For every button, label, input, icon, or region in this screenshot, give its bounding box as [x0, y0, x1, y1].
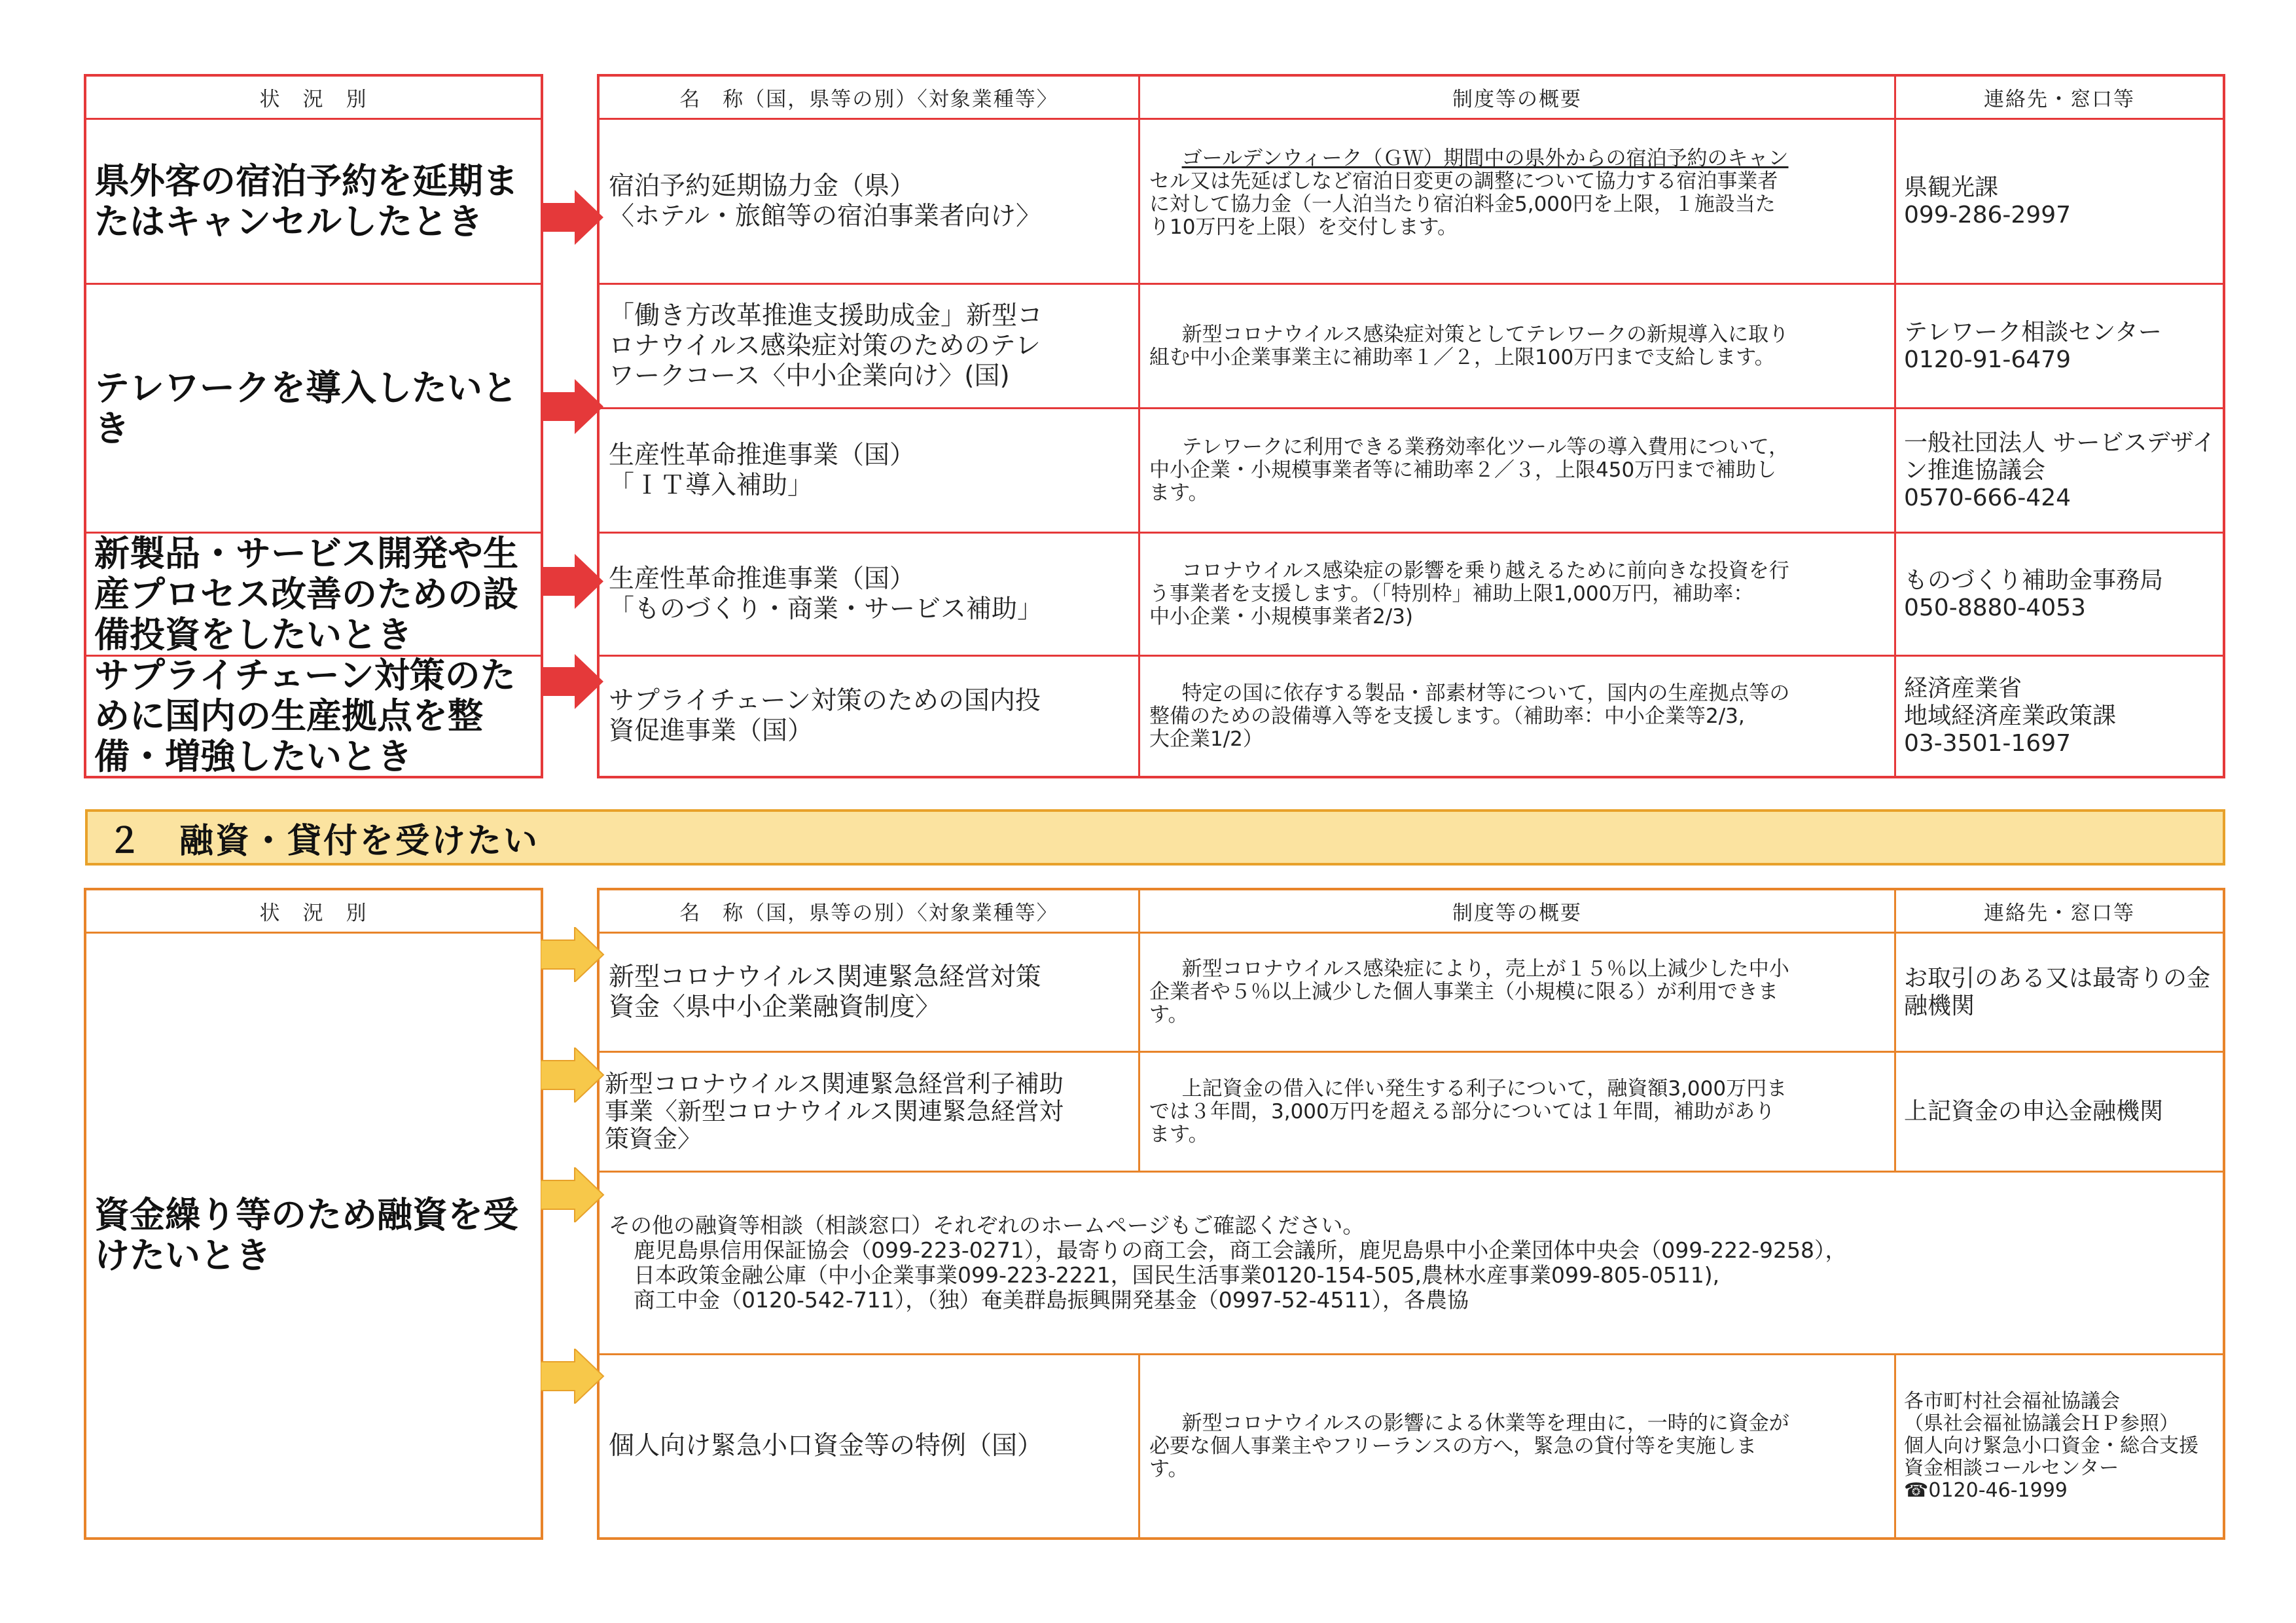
name-header: 名 称（国，県等の別）〈対象業種等〉 — [679, 88, 1058, 111]
program-name: 「働き方改革推進支援助成金」新型コ ロナウイルス感染症対策のためのテレ ワークコース〈中小企業向け〉(国) — [609, 301, 1043, 391]
program-name: 宿泊予約延期協力金（県） 〈ホテル・旅館等の宿泊事業者向け〉 — [609, 171, 1042, 231]
program-name: 生産性革命推進事業（国） 「ＩＴ導入補助」 — [609, 440, 916, 500]
program-name: 生産性革命推進事業（国） 「ものづくり・商業・サービス補助」 — [609, 564, 1043, 624]
overview-header: 制度等の概要 — [1452, 902, 1582, 925]
contact-info: 一般社団法人 サービスデザイ ン推進協議会 0570-666-424 — [1904, 429, 2216, 511]
situation-new-product-investment: 新製品・サービス開発や生 産プロセス改善のための設 備投資をしたいとき — [94, 532, 518, 655]
situation-financing: 資金繰り等のため融資を受 けたいとき — [94, 1194, 518, 1276]
contact-info: テレワーク相談センター 0120-91-6479 — [1904, 318, 2162, 373]
situation-accommodation-cancel: 県外客の宿泊予約を延期ま たはキャンセルしたとき — [94, 160, 518, 242]
arrow-right-icon — [541, 379, 606, 434]
situation-header: 状 況 別 — [259, 88, 368, 111]
program-name: サプライチェーン対策のための国内投 資促進事業（国） — [609, 686, 1041, 746]
contact-info: ものづくり補助金事務局 050-8880-4053 — [1904, 566, 2164, 621]
arrow-right-icon — [541, 1349, 606, 1404]
contact-info: 各市町村社会福祉協議会 （県社会福祉協議会ＨＰ参照） 個人向け緊急小口資金・総合支援 資金相談コールセンター ☎0120-46-1999 — [1904, 1390, 2198, 1502]
arrow-right-icon — [541, 1167, 606, 1222]
program-overview: テレワークに利用できる業務効率化ツール等の導入費用について， 中小企業・小規模事業者等に補助率２／３，上限450万円まで補助し ます。 — [1149, 435, 1789, 505]
name-header: 名 称（国，県等の別）〈対象業種等〉 — [679, 902, 1058, 925]
contact-info: 県観光課 099-286-2997 — [1904, 173, 2072, 228]
arrow-right-icon — [541, 190, 606, 245]
program-overview: 上記資金の借入に伴い発生する利子について，融資額3,000万円ま では３年間，3,000万円を超える部分については１年間，補助があり ます。 — [1149, 1076, 1787, 1146]
program-name: 新型コロナウイルス関連緊急経営対策 資金〈県中小企業融資制度〉 — [609, 962, 1041, 1022]
arrow-right-icon — [541, 554, 606, 609]
program-name: 個人向け緊急小口資金等の特例（国） — [609, 1431, 1043, 1461]
arrow-right-icon — [541, 1048, 606, 1103]
overview-header: 制度等の概要 — [1452, 88, 1582, 111]
program-overview: 特定の国に依存する製品・部素材等について，国内の生産拠点等の 整備のための設備導入等を支援します。（補助率：中小企業等2/3, 大企業1/2） — [1149, 681, 1790, 751]
arrow-right-icon — [541, 654, 606, 709]
situation-header: 状 況 別 — [259, 902, 368, 925]
contact-header: 連絡先・窓口等 — [1984, 902, 2135, 925]
contact-header: 連絡先・窓口等 — [1984, 88, 2135, 111]
contact-info: 経済産業省 地域経済産業政策課 03-3501-1697 — [1904, 675, 2117, 757]
contact-info: 上記資金の申込金融機関 — [1904, 1098, 2164, 1125]
other-consultations: その他の融資等相談（相談窓口）それぞれのホームページもご確認ください。 鹿児島県信用保証協会（099-223-0271），最寄りの商工会，商工会議所，鹿児島県中小企業団体中央会（099-222-9258）， 日本政策金融公庫（中小企業事業099-223-2221，国民生活事業0120-154-505,農林水産事業099-805-0511), 商工中金（0120-542-711），（独）奄美群島振興開発基金（0997-52-4511），各農協 — [609, 1213, 1847, 1313]
program-overview: コロナウイルス感染症の影響を乗り越えるために前向きな投資を行 う事業者を支援します。（「特別枠」補助上限1,000万円，補助率： 中小企業・小規模事業者2/3) — [1149, 559, 1789, 629]
program-overview: 新型コロナウイルスの影響による休業等を理由に，一時的に資金が 必要な個人事業主やフリーランスの方へ，緊急の貸付等を実施しま す。 — [1149, 1411, 1789, 1481]
section2-banner: ２ 融資・貸付を受けたい — [85, 809, 2225, 866]
program-name: 新型コロナウイルス関連緊急経営利子補助 事業〈新型コロナウイルス関連緊急経営対 策資金〉 — [605, 1070, 1064, 1153]
situation-supply-chain: サプライチェーン対策のた めに国内の生産拠点を整 備・増強したいとき — [94, 655, 516, 777]
arrow-right-icon — [541, 927, 606, 982]
program-overview: 新型コロナウイルス感染症対策としてテレワークの新規導入に取り 組む中小企業事業主に補助率１／２，上限100万円まで支給します。 — [1149, 322, 1789, 369]
program-overview: ゴールデンウィーク（ＧＷ）期間中の県外からの宿泊予約のキャン セル又は先延ばしなど宿泊日変更の調整について協力する宿泊事業者 に対して協力金（一人泊当たり宿泊料金5,000円を上限，１施設当た り10万円を上限）を交付します。 — [1149, 147, 1789, 239]
contact-info: お取引のある又は最寄りの金 融機関 — [1904, 964, 2211, 1019]
situation-telework: テレワークを導入したいと き — [94, 367, 518, 449]
program-overview: 新型コロナウイルス感染症により，売上が１５％以上減少した中小 企業者や５％以上減少した個人事業主（小規模に限る）が利用できま す。 — [1149, 957, 1789, 1027]
